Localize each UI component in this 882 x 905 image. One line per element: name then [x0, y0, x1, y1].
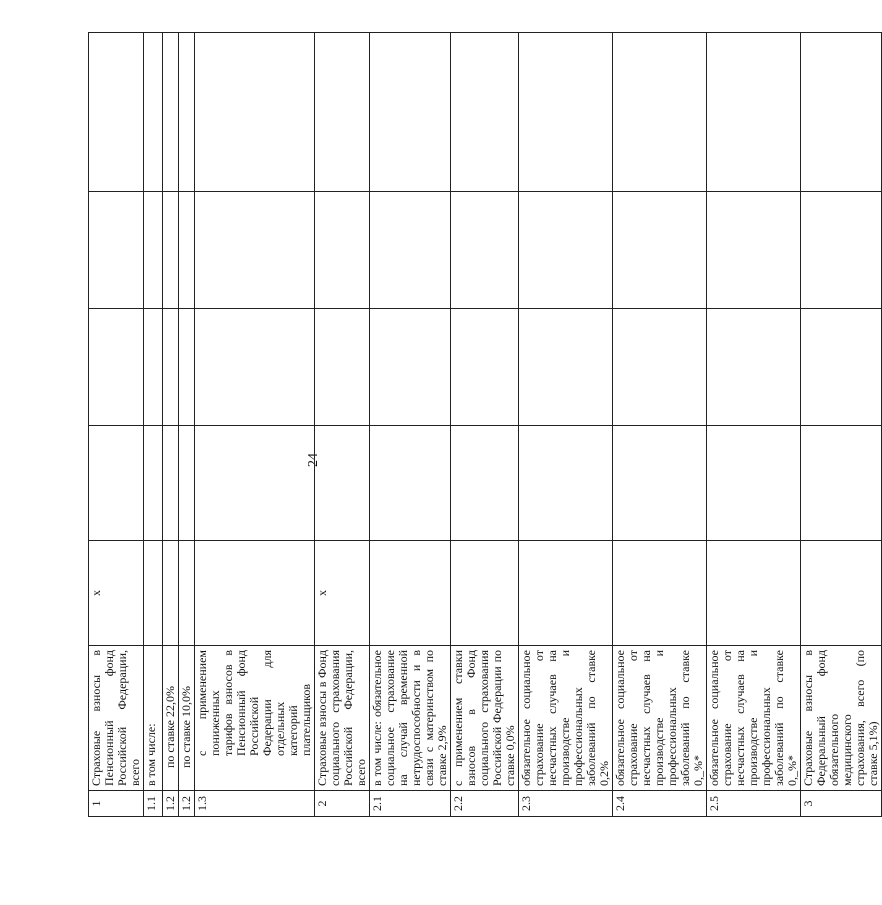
- page-number: 24: [306, 453, 321, 467]
- table-row: [163, 33, 179, 817]
- row-label: Страховые взносы в Фонд социального страхования Российской Федерации, всего: [315, 646, 370, 791]
- row-label: Страховые взносы в Федеральный фонд обязательного медицинского страхования, всего (по ставке 5,1%): [801, 646, 882, 791]
- row-number: 2.3: [519, 791, 613, 817]
- row-label: в том числе: обязательное социальное страхование на случай временной нетрудоспособности и в связи с материнством по ставке 2,9%: [370, 646, 451, 791]
- table-row: [179, 33, 195, 817]
- row-number: 2.4: [613, 791, 707, 817]
- row-mark: [801, 541, 882, 646]
- table-row: [370, 33, 451, 817]
- table-row: [707, 33, 801, 817]
- row-number: 3: [801, 791, 882, 817]
- row-mark: [519, 541, 613, 646]
- value-cell: [89, 309, 144, 426]
- table-row: [315, 33, 370, 817]
- table-row: [144, 33, 163, 817]
- table-row: [801, 33, 882, 817]
- row-mark: [707, 541, 801, 646]
- value-cell: [89, 192, 144, 309]
- row-mark: х: [89, 541, 144, 646]
- row-number: 1: [89, 791, 144, 817]
- row-number: 1.3: [195, 791, 315, 817]
- row-label: Страховые взносы в Пенсионный фонд Российской Федерации, всего: [89, 646, 144, 791]
- row-mark: [195, 541, 315, 646]
- row-number: 2.1: [370, 791, 451, 817]
- row-number: 1.2: [163, 791, 179, 817]
- row-mark: [451, 541, 519, 646]
- row-number: 2.2: [451, 791, 519, 817]
- row-mark: [163, 541, 179, 646]
- row-number: 1.1: [144, 791, 163, 817]
- row-label: с применением ставки взносов в Фонд социального страхования Российской Федерации по ставке 0,0%: [451, 646, 519, 791]
- table-row: [89, 33, 144, 817]
- row-label: обязательное социальное страхование от несчастных случаев на производстве и профессиональных заболеваний по ставке 0,2%: [519, 646, 613, 791]
- table-row: [519, 33, 613, 817]
- row-mark: [144, 541, 163, 646]
- row-label: по ставке 10,0%: [179, 646, 195, 791]
- row-label: по ставке 22,0%: [163, 646, 179, 791]
- row-number: 2.5: [707, 791, 801, 817]
- contributions-table: [88, 32, 882, 817]
- row-label: с применением пониженных тарифов взносов в Пенсионный фонд Российской Федерации для отдельных категорий плательщиков: [195, 646, 315, 791]
- row-label: обязательное социальное страхование от несчастных случаев на производстве и профессиональных заболеваний по ставке 0,_%*: [613, 646, 707, 791]
- row-mark: х: [315, 541, 370, 646]
- value-cell: [89, 33, 144, 192]
- row-mark: [613, 541, 707, 646]
- row-mark: [370, 541, 451, 646]
- row-number: 1.2: [179, 791, 195, 817]
- table-row: [451, 33, 519, 817]
- table-row: [195, 33, 315, 817]
- value-cell: [89, 426, 144, 541]
- row-mark: [179, 541, 195, 646]
- row-label: обязательное социальное страхование от несчастных случаев на производстве и профессиональных заболеваний по ставке 0,_%*: [707, 646, 801, 791]
- row-label: в том числе:: [144, 646, 163, 791]
- table-row: [613, 33, 707, 817]
- row-number: 2: [315, 791, 370, 817]
